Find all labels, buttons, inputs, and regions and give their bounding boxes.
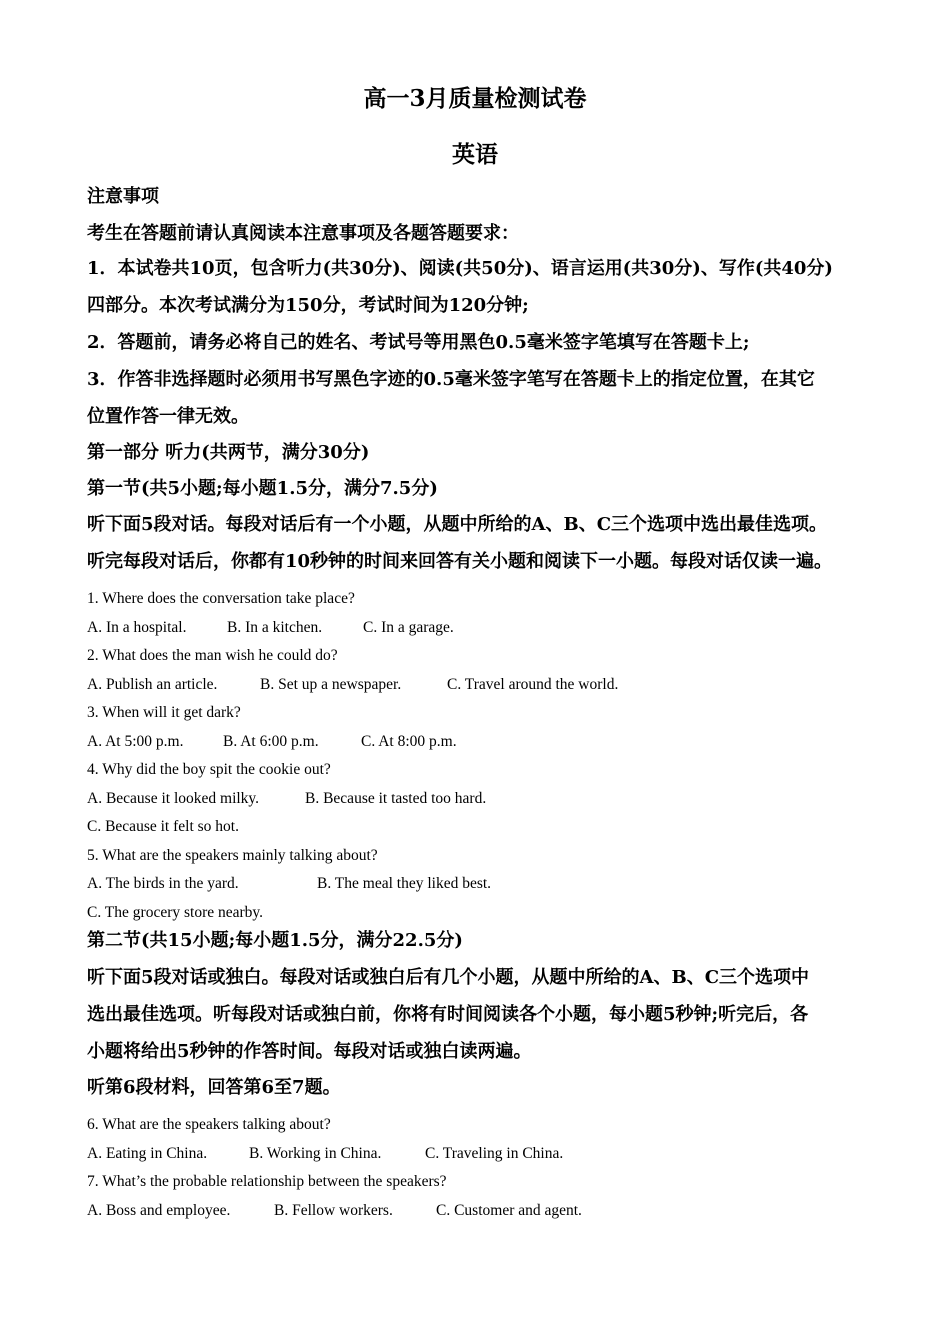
option-c: C. Traveling in China. bbox=[425, 1145, 564, 1162]
notice-item-3-line-1: 3．作答非选择题时必须用书写黑色字迹的0.5毫米签字笔写在答题卡上的指定位置，在其它 bbox=[87, 369, 815, 390]
notice-heading: 注意事项 bbox=[87, 186, 159, 207]
subject-title: 英语 bbox=[452, 141, 498, 168]
notice-intro: 考生在答题前请认真阅读本注意事项及各题答题要求： bbox=[87, 223, 519, 244]
section-1-instruction-line-1: 听下面5段对话。每段对话后有一个小题，从题中所给的A、B、C三个选项中选出最佳选项。 bbox=[87, 514, 828, 535]
option-c: C. The grocery store nearby. bbox=[87, 904, 264, 921]
notice-item-2: 2．答题前，请务必将自己的姓名、考试号等用黑色0.5毫米签字笔填写在答题卡上; bbox=[87, 332, 750, 353]
option-b: B. Working in China. bbox=[249, 1145, 382, 1162]
question-7: 7. What’s the probable relationship between the speakers? bbox=[87, 1173, 447, 1190]
section-2-instruction-line-1: 听下面5段对话或独白。每段对话或独白后有几个小题，从题中所给的A、B、C三个选项中 bbox=[87, 967, 810, 988]
question-1: 1. Where does the conversation take place? bbox=[87, 590, 355, 607]
question-4: 4. Why did the boy spit the cookie out? bbox=[87, 761, 331, 778]
section-2-instruction-line-3: 小题将给出5秒钟的作答时间。每段对话或独白读两遍。 bbox=[87, 1041, 532, 1062]
section-2-instruction-line-2: 选出最佳选项。听每段对话或独白前，你将有时间阅读各个小题，每小题5秒钟;听完后，各 bbox=[87, 1004, 809, 1025]
option-b: B. In a kitchen. bbox=[227, 619, 323, 636]
option-a: A. Because it looked milky. bbox=[87, 790, 260, 807]
question-5: 5. What are the speakers mainly talking about? bbox=[87, 847, 378, 864]
material-6-heading: 听第6段材料，回答第6至7题。 bbox=[87, 1077, 341, 1098]
exam-title: 高一3月质量检测试卷 bbox=[363, 85, 587, 112]
option-a: A. In a hospital. bbox=[87, 619, 187, 636]
question-2: 2. What does the man wish he could do? bbox=[87, 647, 338, 664]
section-1-heading: 第一节(共5小题;每小题1.5分，满分7.5分) bbox=[87, 478, 438, 499]
option-b: B. Because it tasted too hard. bbox=[305, 790, 487, 807]
question-3: 3. When will it get dark? bbox=[87, 704, 241, 721]
option-a: A. Publish an article. bbox=[87, 676, 218, 693]
option-c: C. In a garage. bbox=[363, 619, 454, 636]
part-1-heading: 第一部分 听力(共两节，满分30分) bbox=[87, 442, 370, 463]
option-b: B. At 6:00 p.m. bbox=[223, 733, 319, 750]
option-c: C. Travel around the world. bbox=[447, 676, 619, 693]
option-c: C. At 8:00 p.m. bbox=[361, 733, 457, 750]
section-2-heading: 第二节(共15小题;每小题1.5分，满分22.5分) bbox=[87, 930, 463, 951]
option-b: B. The meal they liked best. bbox=[317, 875, 492, 892]
question-6: 6. What are the speakers talking about? bbox=[87, 1116, 331, 1133]
option-a: A. Eating in China. bbox=[87, 1145, 208, 1162]
option-a: A. Boss and employee. bbox=[87, 1202, 231, 1219]
notice-item-1-line-2: 四部分。本次考试满分为150分，考试时间为120分钟; bbox=[87, 295, 529, 316]
notice-item-3-line-2: 位置作答一律无效。 bbox=[87, 406, 249, 427]
option-b: B. Set up a newspaper. bbox=[260, 676, 402, 693]
option-c: C. Customer and agent. bbox=[436, 1202, 582, 1219]
option-b: B. Fellow workers. bbox=[274, 1202, 393, 1219]
option-c: C. Because it felt so hot. bbox=[87, 818, 239, 835]
section-1-instruction-line-2: 听完每段对话后，你都有10秒钟的时间来回答有关小题和阅读下一小题。每段对话仅读一遍。 bbox=[87, 551, 833, 572]
option-a: A. The birds in the yard. bbox=[87, 875, 239, 892]
option-a: A. At 5:00 p.m. bbox=[87, 733, 184, 750]
notice-item-1-line-1: 1．本试卷共10页，包含听力(共30分)、阅读(共50分)、语言运用(共30分)、写作(共40分) bbox=[87, 258, 833, 279]
